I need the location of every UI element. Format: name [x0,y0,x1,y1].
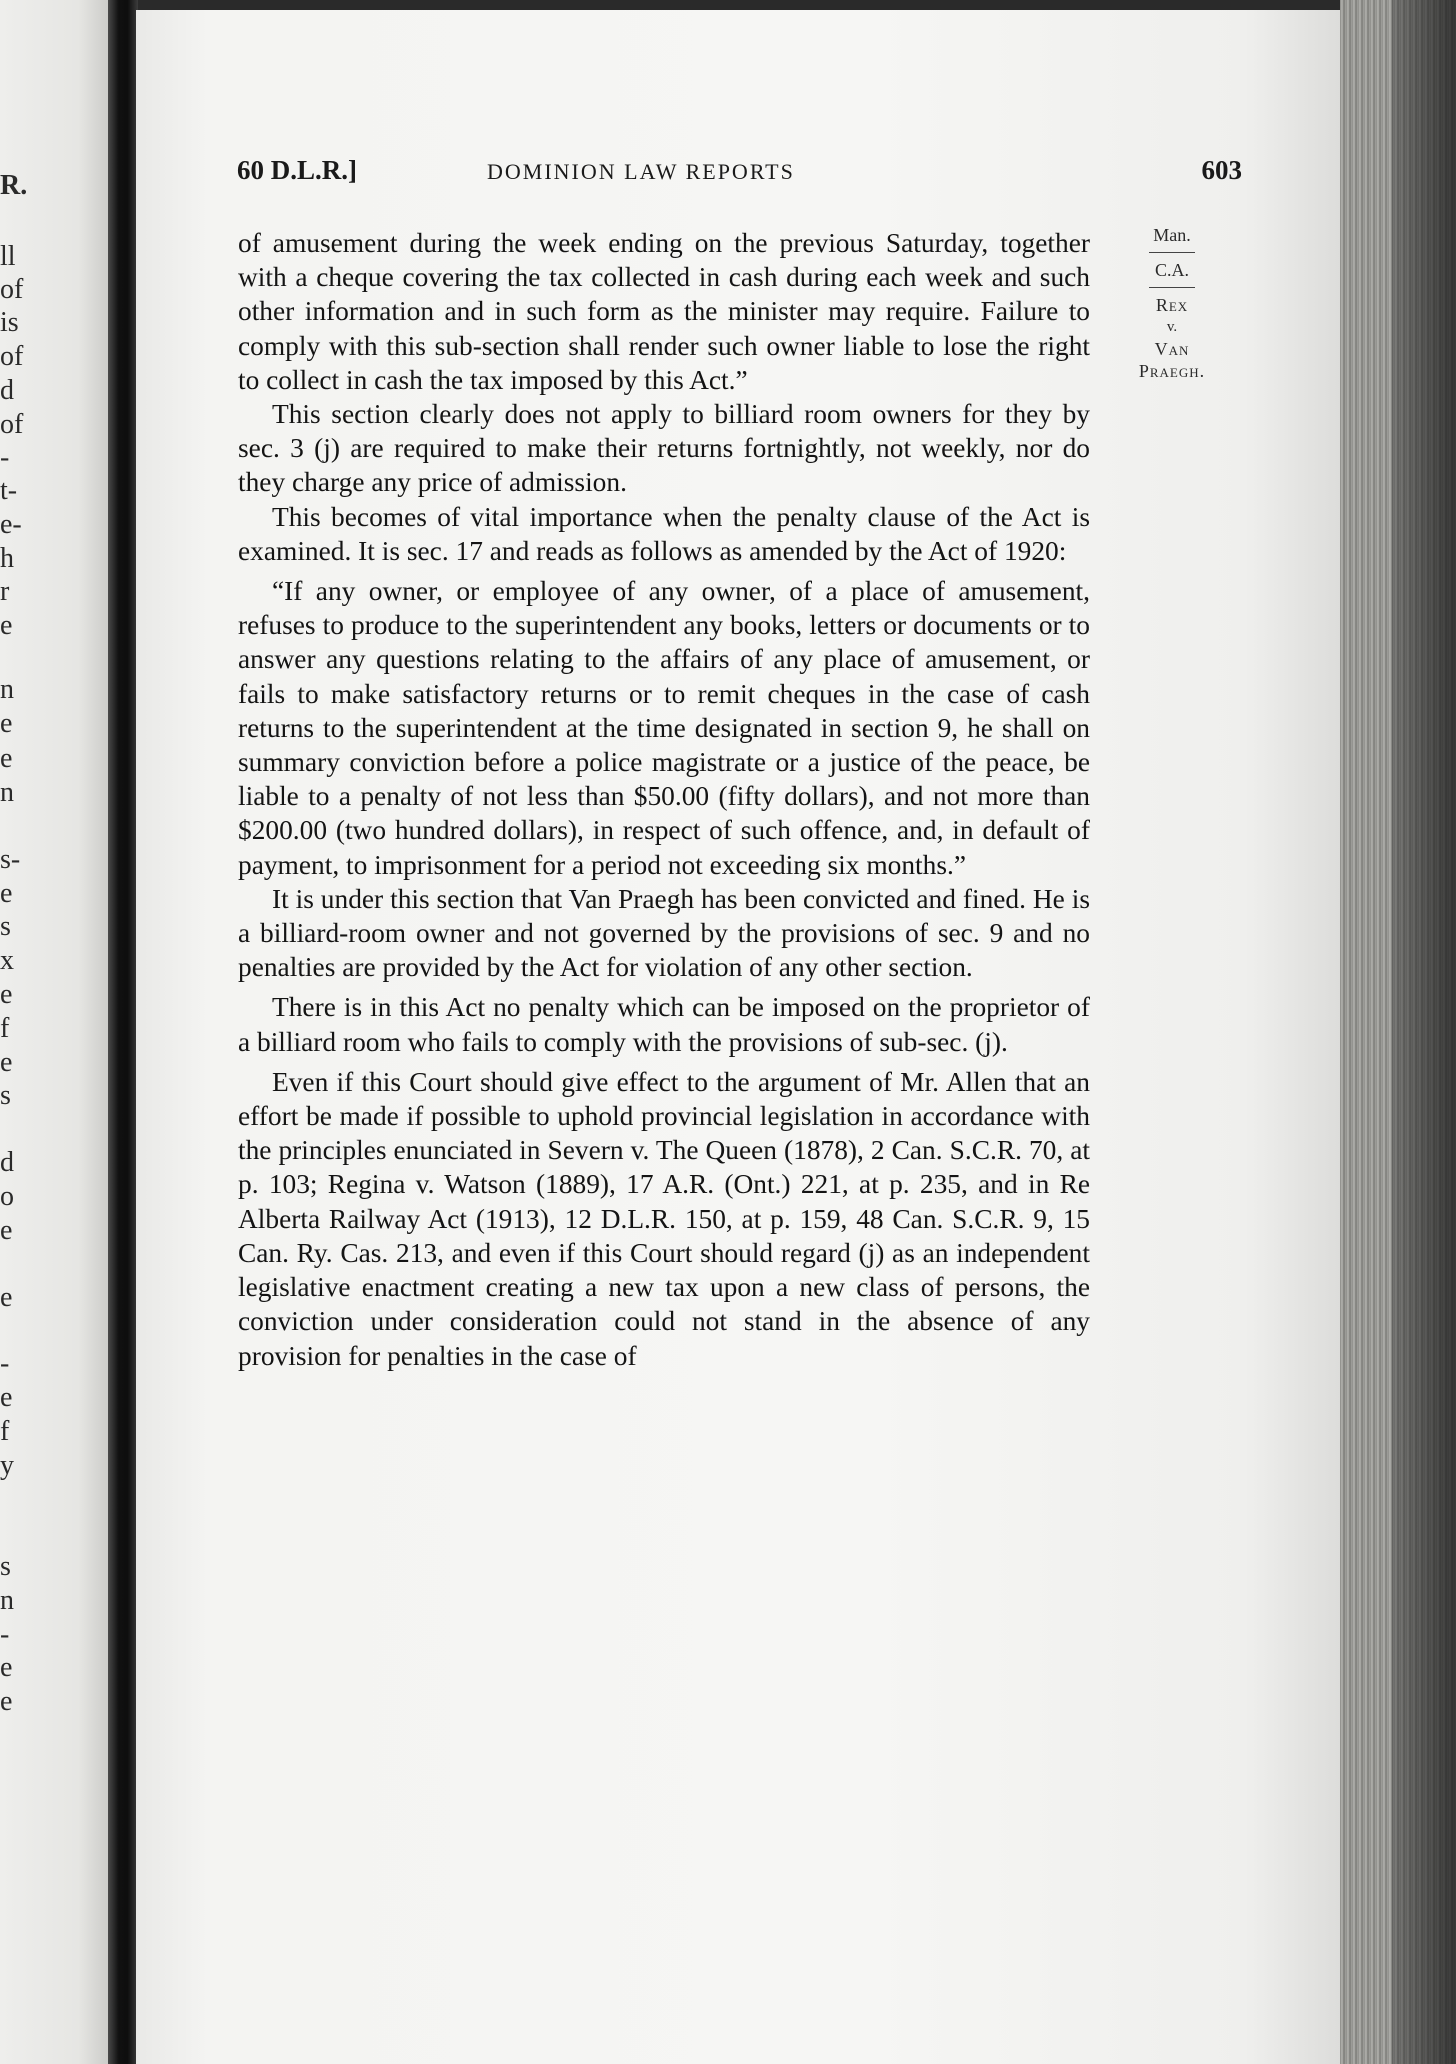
previous-page-fragment: - [0,442,10,473]
previous-page-fragment: e [0,1047,13,1078]
margin-court: Man. [1153,225,1191,245]
page-stack-shadow [1392,0,1456,2064]
margin-case-v: v. [1166,319,1178,335]
previous-page-fragment: of [0,274,24,305]
margin-rule [1149,252,1195,253]
previous-page-fragment: of [0,341,24,372]
header-volume: 60 D.L.R.] [237,155,357,185]
margin-note [1118,224,1226,382]
body-text [238,226,1090,1373]
paragraph: This becomes of vital importance when the penalty clause of the Act is examined. It is sec. 17 and reads as follows as amended by the Act of 1920: [238,501,1090,566]
margin-case-first: Rex [1155,295,1189,315]
scan-top-border [0,0,1456,10]
previous-page-fragment: e [0,878,13,909]
previous-page-fragment: e [0,979,13,1010]
previous-page-fragment: - [0,1619,10,1650]
previous-page-fragment: e [0,1282,13,1313]
previous-page-fragment: s- [0,844,21,875]
previous-page-fragment: is [0,307,19,338]
previous-page-fragment: f [0,1013,10,1044]
previous-page-fragment: e [0,1652,13,1683]
previous-page-fragment: e [0,1382,13,1413]
quoted-statute: “If any owner, or employee of any owner, of a place of amusement, refuses to produce to the superintendent any books, letters or documents or to answer any questions relating to the affairs of any place of amusement, or fails to make satisfactory returns or to remit cheques in the case of cash returns to the superintendent at the time designated in section 9, he shall on summary conviction before a police magistrate or a justice of the peace, be liable to a penalty of not less than $50.00 (fifty dollars), and not more than $200.00 (two hundred dollars), in respect of such offence, and, in default of payment, to imprisonment for a period not exceeding six months.” [238,576,1090,880]
paragraph: It is under this section that Van Praegh has been convicted and fined. He is a billiard-room owner and not governed by the provisions of sec. 9 and no penalties are provided by the Act for violation of any other section. [238,883,1090,983]
previous-page-fragment: - [0,1348,10,1379]
paragraph: This section clearly does not apply to billiard room owners for they by sec. 3 (j) are required to make their returns fortnightly, not weekly, nor do they charge any price of admission. [238,399,1090,498]
previous-page-fragment: f [0,1416,10,1447]
previous-page-fragment: e [0,708,13,739]
previous-page-fragment: e [0,743,13,774]
previous-page-fragment: e [0,610,13,641]
book-gutter [108,0,138,2064]
previous-page-fragment: o [0,1181,14,1212]
previous-page-edge [0,0,112,2064]
previous-page-fragment: n [0,1585,14,1616]
previous-page-fragment: y [0,1450,14,1481]
margin-case-second-a: Van [1154,339,1190,359]
previous-page-fragment: e [0,1686,13,1717]
previous-page-fragment: x [0,945,14,976]
previous-page-fragment: e- [0,509,22,540]
previous-page-fragment: n [0,674,14,705]
previous-page-fragment: R. [0,170,28,201]
paragraph: Even if this Court should give effect to the argument of Mr. Allen that an effort be made if possible to uphold provincial legislation in accordance with the principles enunciated in Severn v. The Queen (1878), 2 Can. S.C.R. 70, at p. 103; Regina v. Watson (1889), 17 A.R. (Ont.) 221, at p. 235, and in Re Alberta Railway Act (1913), 12 D.L.R. 150, at p. 159, 48 Can. S.C.R. 9, 15 Can. Ry. Cas. 213, and even if this Court should regard (j) as an independent legislative enactment creating a new tax upon a new class of persons, the conviction under consideration could not stand in the absence of any provision for penalties in the case of [238,1066,1090,1371]
previous-page-fragment: n [0,777,14,808]
previous-page-fragment: s [0,1551,11,1582]
paragraph: of amusement during the week ending on the previous Saturday, together with a cheque covering the tax collected in cash during each week and such other information and in such form as the minister may require. Failure to comply with this sub-section shall render such owner liable to lose the right to collect in cash the tax imposed by this Act.” [238,228,1090,395]
header-page-number: 603 [1201,155,1242,185]
previous-page-fragment: s [0,911,11,942]
previous-page-fragment: d [0,375,14,406]
margin-division: C.A. [1154,260,1189,280]
previous-page-fragment: ll [0,241,16,272]
previous-page-fragment: s [0,1080,11,1111]
previous-page-fragment: of [0,409,24,440]
margin-rule [1149,287,1195,288]
previous-page-fragment: r [0,576,10,607]
paragraph: There is in this Act no penalty which can be imposed on the proprietor of a billiard room who fails to comply with the provisions of sub-sec. (j). [238,992,1090,1057]
previous-page-fragment: e [0,1215,13,1246]
previous-page-fragment: t- [0,475,18,506]
running-header [237,155,1242,195]
previous-page-fragment: d [0,1147,14,1178]
margin-case-second-b: Praegh. [1138,361,1206,381]
previous-page-fragment: h [0,543,14,574]
header-title: DOMINION LAW REPORTS [487,159,795,184]
